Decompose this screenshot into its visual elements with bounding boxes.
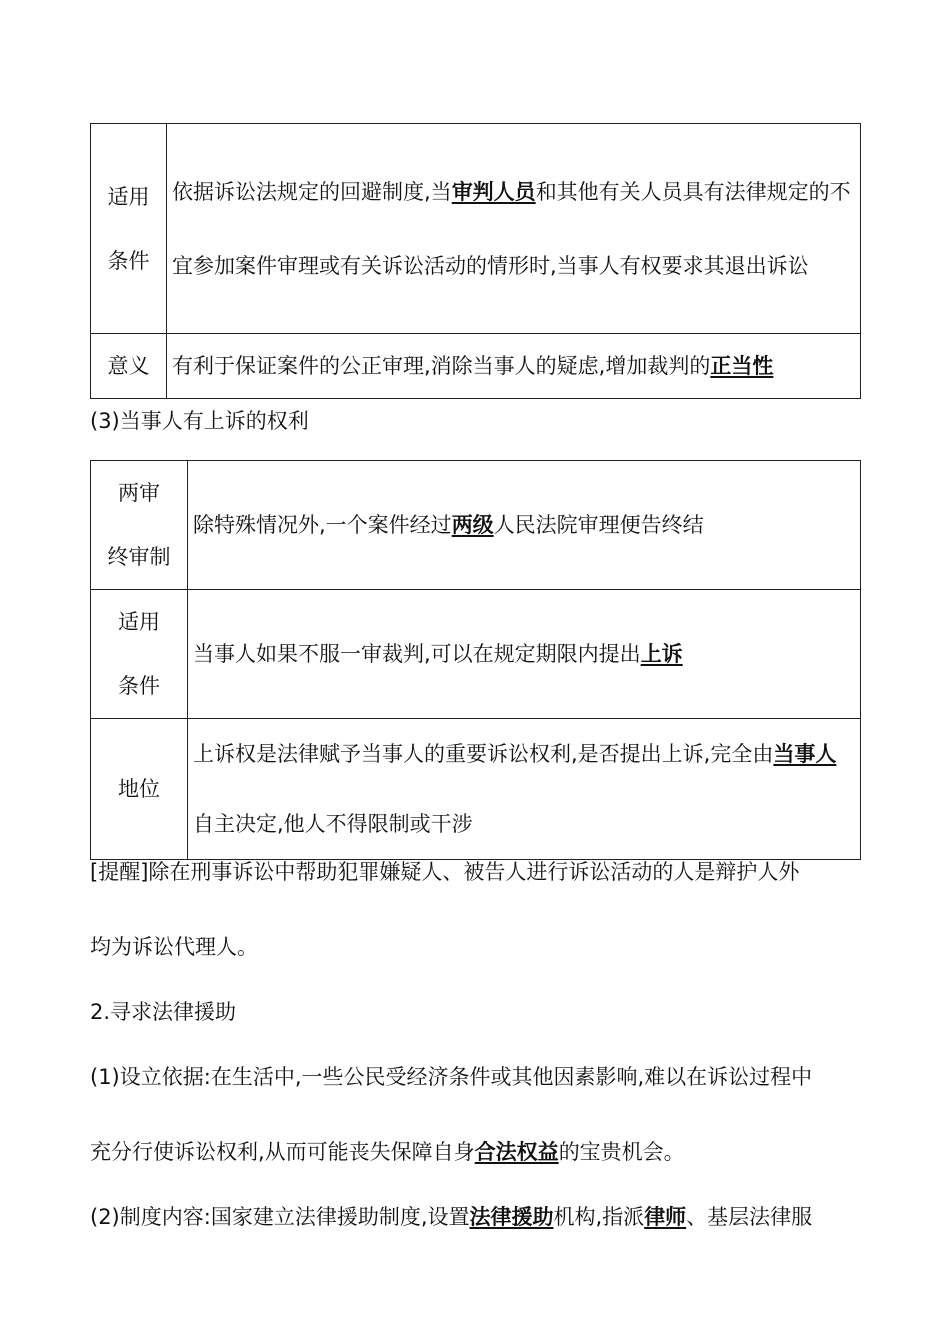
key-term: 上诉 — [640, 642, 683, 666]
text-segment: 的宝贵机会。 — [558, 1140, 685, 1164]
key-term: 审判人员 — [451, 179, 536, 204]
section-title-legal-aid: 2.寻求法律援助 — [90, 1000, 237, 1024]
text-segment: (2)制度内容:国家建立法律援助制度,设置 — [90, 1205, 470, 1229]
row-label-applicable-conditions — [91, 590, 188, 719]
table-row — [91, 461, 861, 590]
subheading-appeal-right: (3)当事人有上诉的权利 — [90, 409, 309, 433]
paragraph-line: (1)设立依据:在生活中,一些公民受经济条件或其他因素影响,难以在诉讼过程中 — [90, 1065, 813, 1089]
paragraph-line — [90, 1138, 685, 1166]
table-row — [91, 719, 861, 860]
text-segment: 人民法院审理便告终结 — [493, 513, 704, 537]
text-segment: 上诉权是法律赋予当事人的重要诉讼权利,是否提出上诉,完全由 — [193, 742, 774, 766]
reminder-line: [提醒]除在刑事诉讼中帮助犯罪嫌疑人、被告人进行诉讼活动的人是辩护人外 — [90, 860, 800, 884]
key-term: 当事人 — [773, 742, 837, 766]
text-segment: 当事人如果不服一审裁判,可以在规定期限内提出 — [193, 642, 641, 666]
reminder-line: 均为诉讼代理人。 — [90, 935, 258, 959]
row-content-significance — [167, 334, 861, 399]
row-content-recusal-conditions — [167, 124, 861, 334]
key-term: 两级 — [451, 513, 494, 537]
recusal-table — [90, 123, 861, 399]
row-label-two-instance-system — [91, 461, 188, 590]
text-segment: 和其他有关人员具有法律规定的不宜参加案件审理或有关诉讼活动的情形时,当事人有权要求其退出诉讼 — [172, 179, 851, 278]
label-line: 两审 — [118, 481, 160, 505]
row-content-appeal-conditions — [188, 590, 861, 719]
text-segment: 机构,指派 — [553, 1205, 645, 1229]
label-line: 条件 — [107, 248, 150, 273]
row-label-status: 地位 — [91, 719, 188, 860]
label-line: 适用 — [107, 184, 150, 209]
paragraph-line — [90, 1203, 812, 1231]
text-segment: 充分行使诉讼权利,从而可能丧失保障自身 — [90, 1140, 475, 1164]
text-segment: 有利于保证案件的公正审理,消除当事人的疑虑,增加裁判的 — [172, 354, 711, 378]
text-segment: 、基层法律服 — [686, 1205, 813, 1229]
row-label-significance: 意义 — [91, 334, 167, 399]
table-row — [91, 590, 861, 719]
label-line: 终审制 — [107, 545, 171, 569]
row-label-applicable-conditions — [91, 124, 167, 334]
key-term: 律师 — [644, 1205, 687, 1229]
text-segment: 自主决定,他人不得限制或干涉 — [193, 812, 473, 836]
table-row — [91, 334, 861, 399]
key-term: 合法权益 — [474, 1140, 559, 1164]
appeal-table — [90, 460, 861, 860]
key-term: 法律援助 — [469, 1205, 554, 1229]
table-row — [91, 124, 861, 334]
key-term: 正当性 — [710, 354, 774, 378]
label-line: 条件 — [118, 674, 160, 698]
row-content-two-instance-system — [188, 461, 861, 590]
row-content-appeal-status — [188, 719, 861, 860]
text-segment: 依据诉讼法规定的回避制度,当 — [172, 179, 452, 204]
text-segment: 除特殊情况外,一个案件经过 — [193, 513, 452, 537]
label-line: 适用 — [118, 610, 160, 634]
